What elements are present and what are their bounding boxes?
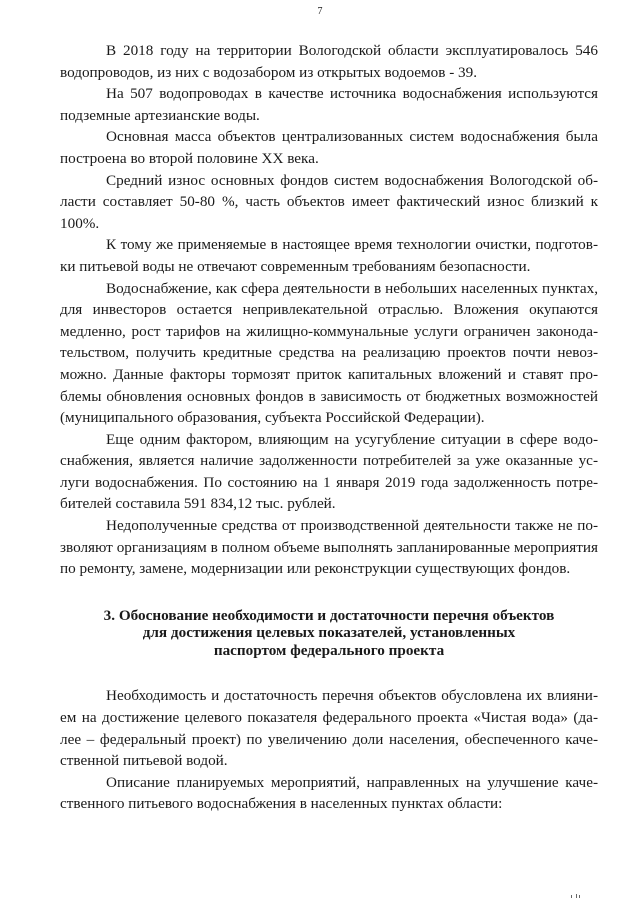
section-heading-line: 3. Обоснование необходимости и достаточности перечня объектов (103, 606, 555, 624)
paragraph: В 2018 году на территории Вологодской области эксплуатировалось 546 водопроводов, из них с водозабором из открытых водоемов - 39. (60, 42, 598, 81)
paragraph: Средний износ основных фондов систем водоснабжения Вологодской области составляет 50-80 %, часть объектов имеет фактический износ близкий к 100%. (60, 171, 598, 232)
section-heading-line: для достижения целевых показателей, установленных (142, 624, 516, 642)
paragraph: К тому же применяемые в настоящее время технологии очистки, подготовки питьевой воды не отвечают современным требованиям безопасности. (60, 236, 598, 275)
section-heading (60, 607, 598, 660)
section-heading-line: паспортом федерального проекта (213, 641, 445, 659)
paragraph: Недополученные средства от производственной деятельности также не позволяют организациям в полном объеме выполнять запланированные мероприятия по ремонту, замене, модернизации или реконструкции существующих фондов. (60, 517, 598, 578)
scan-artifact-icon (570, 893, 582, 899)
paragraph: Водоснабжение, как сфера деятельности в небольших населенных пунктах, для инвесторов остается непривлекательной отраслью. Вложения окупаются медленно, рост тарифов на жилищно-коммунальные услуги ограничен законодательством, получить кредитные средства на реализацию проектов почти невозможно. Данные факторы тормозят приток капитальных вложений и ставят проблемы обновления основных фондов в зависимость от бюджетных возможностей (муниципального образования, субъекта Российской Федерации). (60, 279, 598, 427)
paragraph: Необходимость и достаточность перечня объектов обусловлена их влиянием на достижение целевого показателя федерального проекта «Чистая вода» (далее – федеральный проект) по увеличению доли населения, обеспеченного качественной питьевой водой. (60, 687, 598, 770)
paragraph: Еще одним фактором, влияющим на усугубление ситуации в сфере водоснабжения, является наличие задолженности потребителей за уже оказанные услуги водоснабжения. По состоянию на 1 января 2019 года задолженность потребителей составила 591 834,12 тыс. рублей. (60, 430, 598, 513)
paragraph: Основная масса объектов централизованных систем водоснабжения была построена во второй половине XX века. (60, 128, 598, 167)
document-body (60, 40, 598, 815)
paragraph: На 507 водопроводах в качестве источника водоснабжения используются подземные артезианские воды. (60, 85, 598, 124)
page-number: 7 (317, 6, 323, 17)
paragraph: Описание планируемых мероприятий, направленных на улучшение качественного питьевого водоснабжения в населенных пунктах области: (60, 773, 598, 813)
scan-mark (570, 893, 582, 901)
